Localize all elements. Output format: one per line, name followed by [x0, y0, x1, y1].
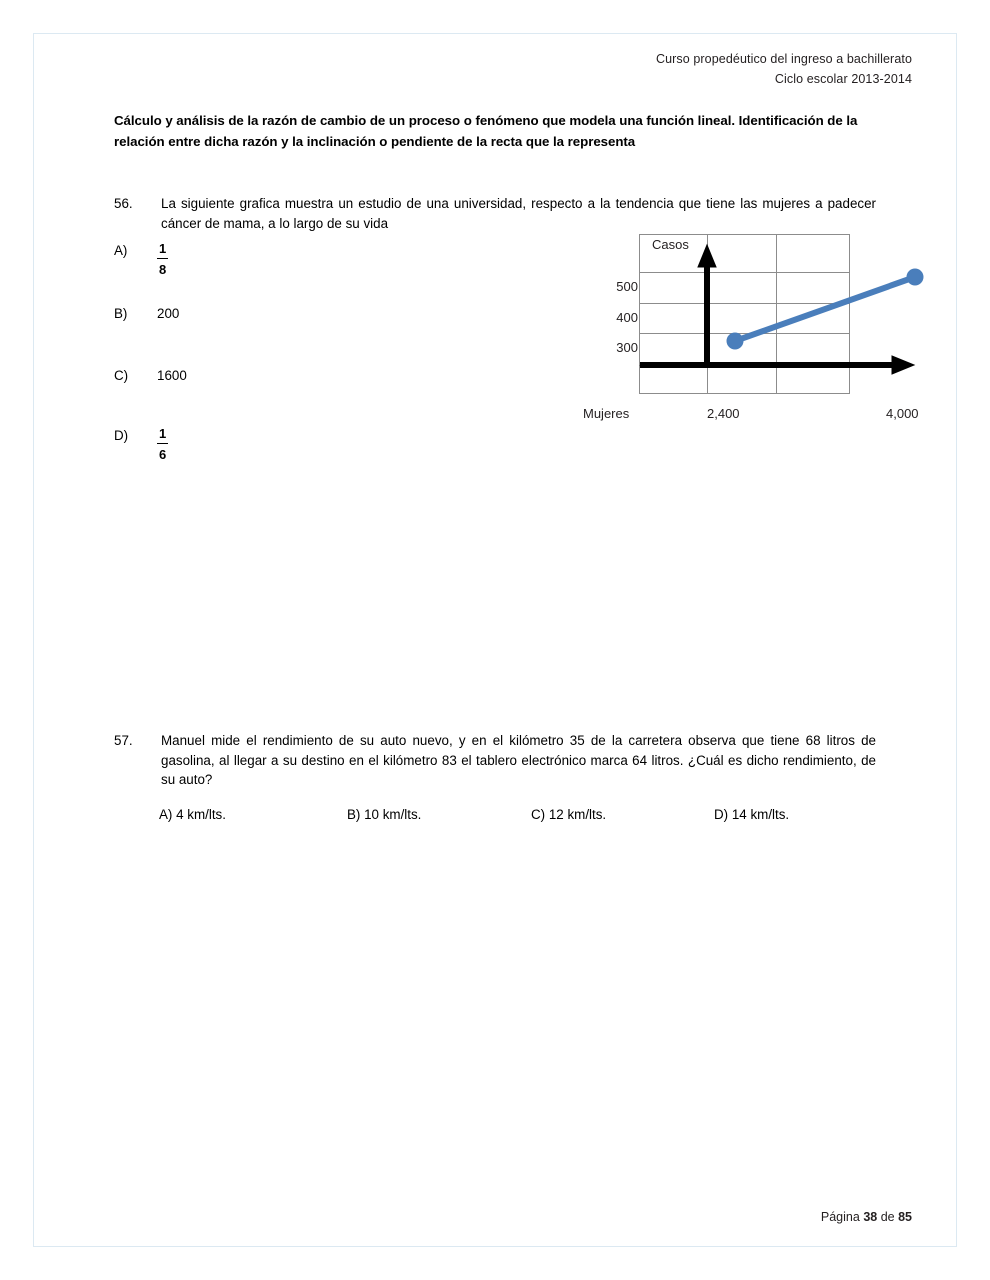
header-cycle-line: Ciclo escolar 2013-2014	[774, 72, 912, 86]
question-57-options	[119, 807, 879, 827]
page-content	[34, 34, 956, 1246]
fraction-denominator: 8	[159, 262, 167, 277]
cancer-incidence-chart	[574, 229, 944, 429]
footer-total-pages: 85	[898, 1210, 912, 1224]
question-57-option-a[interactable]: A) 4 km/lts.	[159, 807, 226, 822]
chart-series-line	[727, 269, 924, 350]
header-course-line: Curso propedéutico del ingreso a bachillerato	[655, 52, 912, 66]
page-footer	[821, 1210, 912, 1224]
chart-svg	[574, 229, 944, 429]
footer-prefix: Página	[820, 1210, 860, 1224]
chart-y-axis-label: Casos	[652, 237, 689, 252]
option-a-value	[157, 241, 168, 280]
option-c-letter: C)	[114, 368, 129, 383]
section-title: Cálculo y análisis de la razón de cambio de un proceso o fenómeno que modela una función lineal. Identificación de la relación entre dicha razón y la inclinación o pendiente de la recta que la representa	[114, 113, 858, 149]
chart-data-point-start	[727, 333, 744, 350]
chart-y-tick-500: 500	[616, 279, 638, 294]
question-57-option-c[interactable]: C) 12 km/lts.	[531, 807, 607, 822]
question-57-option-b[interactable]: B) 10 km/lts.	[347, 807, 422, 822]
fraction-numerator: 1	[157, 425, 168, 444]
footer-page-number: 38	[863, 1210, 878, 1224]
question-57-number: 57.	[114, 733, 133, 748]
document-header	[656, 49, 912, 89]
chart-x-tick-2400: 2,400	[707, 406, 740, 421]
fraction-numerator: 1	[157, 240, 168, 259]
option-b-letter: B)	[114, 306, 128, 321]
chart-x-axis-label: Mujeres	[583, 406, 630, 421]
fraction-one-eighth	[157, 240, 168, 278]
question-56-text: La siguiente grafica muestra un estudio de una universidad, respecto a la tendencia que tiene las mujeres a padecer cáncer de mama, a lo largo de su vida	[161, 196, 876, 231]
chart-y-tick-400: 400	[616, 310, 638, 325]
chart-y-tick-300: 300	[616, 340, 638, 355]
chart-data-point-end	[907, 269, 924, 286]
footer-middle: de	[880, 1210, 895, 1224]
fraction-one-sixth	[157, 425, 168, 463]
question-56-number: 56.	[114, 196, 133, 211]
option-c-value: 1600	[157, 368, 187, 383]
document-page	[33, 33, 957, 1247]
fraction-denominator: 6	[159, 447, 167, 462]
option-d-letter: D)	[114, 428, 129, 443]
question-57-text: Manuel mide el rendimiento de su auto nuevo, y en el kilómetro 35 de la carretera observa que tiene 68 litros de gasolina, al llegar a su destino en el kilómetro 83 el tablero electrónico marca 64 litros. ¿Cuál es dicho rendimiento, de su auto?	[161, 733, 876, 787]
question-57-option-d[interactable]: D) 14 km/lts.	[714, 807, 790, 822]
chart-x-tick-4000: 4,000	[886, 406, 919, 421]
option-b-value: 200	[157, 306, 180, 321]
option-a-letter: A)	[114, 243, 128, 258]
option-d-value	[157, 426, 168, 465]
